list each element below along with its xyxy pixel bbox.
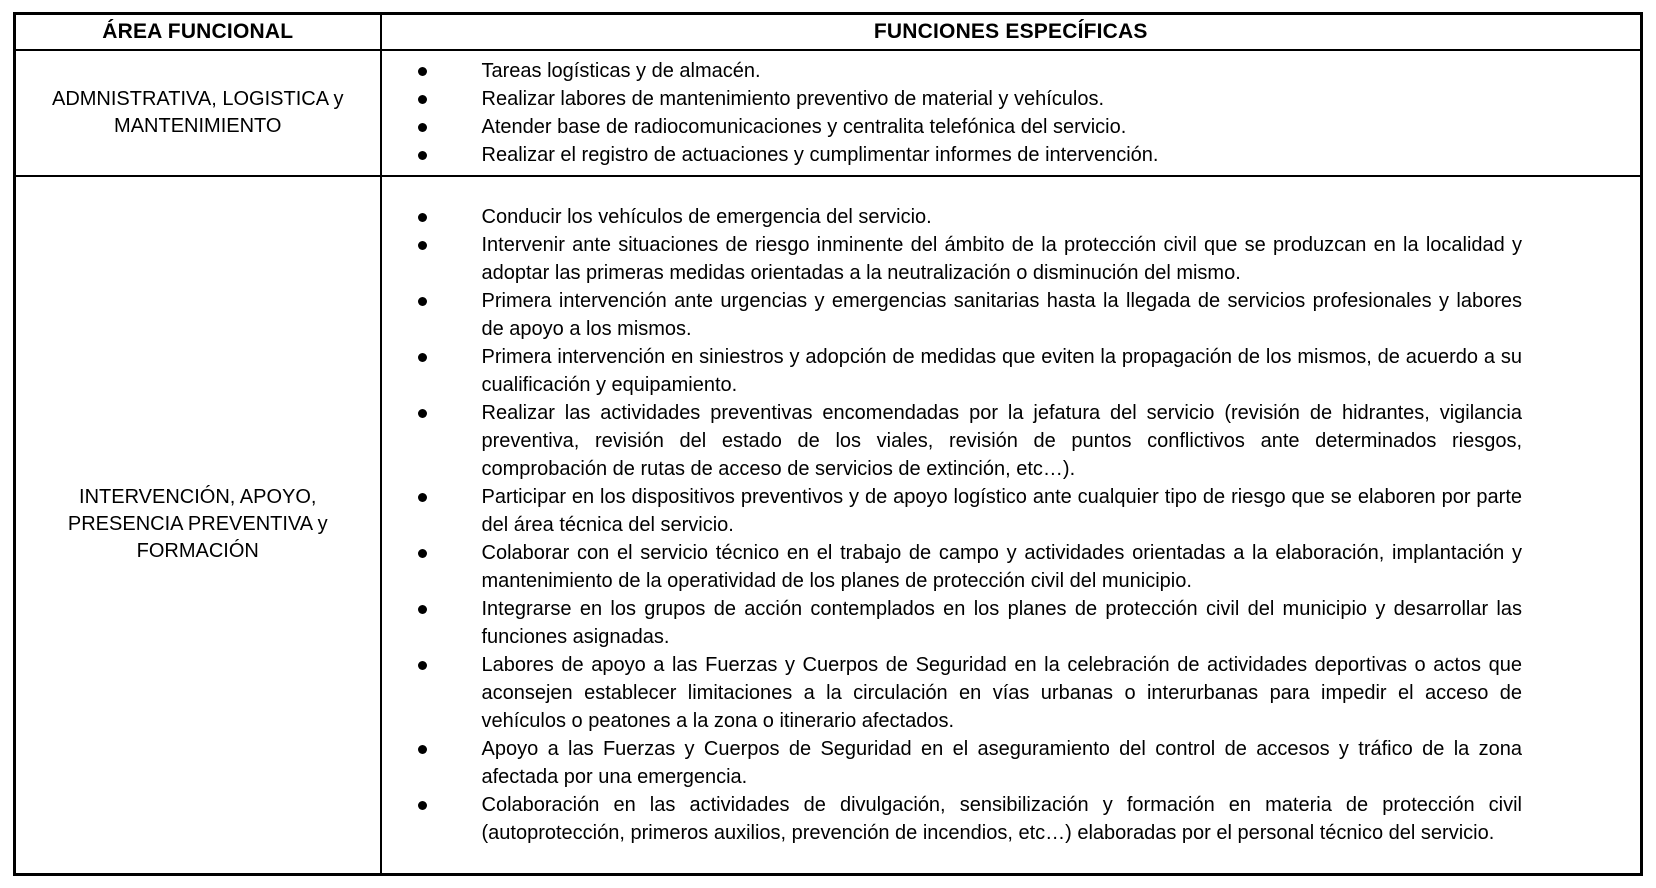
function-item: Primera intervención ante urgencias y emergencias sanitarias hasta la llegada de servicios profesionales y labores de apoyo a los mismos. bbox=[382, 287, 1641, 343]
function-item: Realizar labores de mantenimiento preventivo de material y vehículos. bbox=[382, 85, 1641, 113]
function-item: Apoyo a las Fuerzas y Cuerpos de Seguridad en el aseguramiento del control de accesos y tráfico de la zona afectada por una emergencia. bbox=[382, 735, 1641, 791]
functions-list bbox=[382, 203, 1641, 847]
function-item: Tareas logísticas y de almacén. bbox=[382, 57, 1641, 85]
functions-list bbox=[382, 57, 1641, 169]
function-item: Intervenir ante situaciones de riesgo inminente del ámbito de la protección civil que se produzcan en la localidad y adoptar las primeras medidas orientadas a la neutralización o disminución del mismo. bbox=[382, 231, 1641, 287]
column-header-area-funcional: ÁREA FUNCIONAL bbox=[15, 14, 381, 50]
function-item: Conducir los vehículos de emergencia del servicio. bbox=[382, 203, 1641, 231]
function-item: Realizar el registro de actuaciones y cumplimentar informes de intervención. bbox=[382, 141, 1641, 169]
function-item: Colaboración en las actividades de divulgación, sensibilización y formación en materia de protección civil (autoprotección, primeros auxilios, prevención de incendios, etc…) elaboradas por el personal técnico del servicio. bbox=[382, 791, 1641, 847]
function-item: Atender base de radiocomunicaciones y centralita telefónica del servicio. bbox=[382, 113, 1641, 141]
table-row bbox=[15, 176, 1642, 875]
column-header-funciones-especificas: FUNCIONES ESPECÍFICAS bbox=[381, 14, 1642, 50]
function-item: Participar en los dispositivos preventivos y de apoyo logístico ante cualquier tipo de riesgo que se elaboren por parte del área técnica del servicio. bbox=[382, 483, 1641, 539]
function-item: Primera intervención en siniestros y adopción de medidas que eviten la propagación de los mismos, de acuerdo a su cualificación y equipamiento. bbox=[382, 343, 1641, 399]
area-cell-administrativa: ADMNISTRATIVA, LOGISTICA y MANTENIMIENTO bbox=[15, 50, 381, 176]
function-item: Labores de apoyo a las Fuerzas y Cuerpos de Seguridad en la celebración de actividades deportivas o actos que aconsejen establecer limitaciones a la circulación en vías urbanas o interurbanas para impedir el acceso de vehículos o peatones a la zona o itinerario afectados. bbox=[382, 651, 1641, 735]
table-row bbox=[15, 50, 1642, 176]
functions-table bbox=[13, 12, 1643, 876]
header-row bbox=[15, 14, 1642, 50]
function-item: Integrarse en los grupos de acción contemplados en los planes de protección civil del municipio y desarrollar las funciones asignadas. bbox=[382, 595, 1641, 651]
area-cell-intervencion: INTERVENCIÓN, APOYO, PRESENCIA PREVENTIVA y FORMACIÓN bbox=[15, 176, 381, 875]
functions-cell bbox=[381, 176, 1642, 875]
function-item: Realizar las actividades preventivas encomendadas por la jefatura del servicio (revisión de hidrantes, vigilancia preventiva, revisión del estado de los viales, revisión de puntos conflictivos ante determinados riesgos, comprobación de rutas de acceso de servicios de extinción, etc…). bbox=[382, 399, 1641, 483]
function-item: Colaborar con el servicio técnico en el trabajo de campo y actividades orientadas a la elaboración, implantación y mantenimiento de la operatividad de los planes de protección civil del municipio. bbox=[382, 539, 1641, 595]
functions-cell bbox=[381, 50, 1642, 176]
